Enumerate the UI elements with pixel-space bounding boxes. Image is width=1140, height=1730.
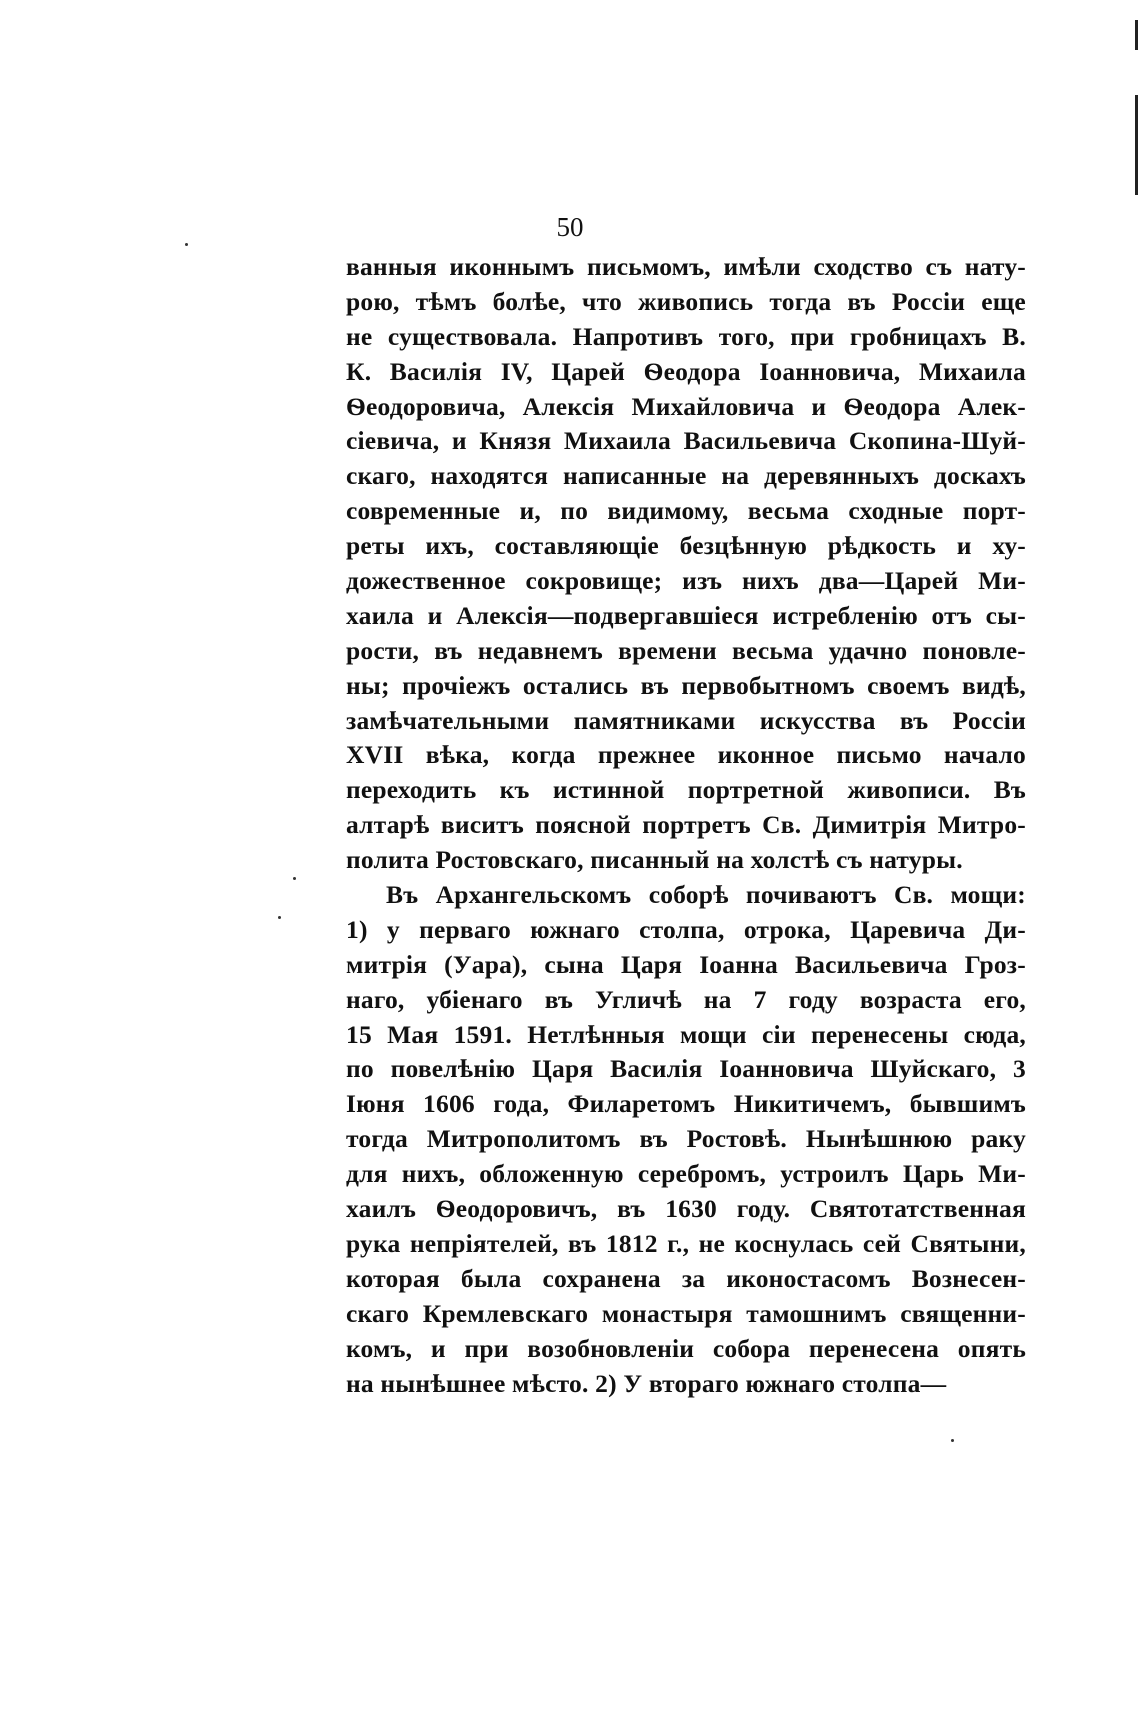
text-line: Ѳеодоровича, Алексія Михайловича и Ѳеодора Алек- [346, 391, 1026, 421]
scan-edge-mark [1135, 95, 1138, 195]
text-line: 1) у перваго южнаго столпа, отрока, Царевича Ди- [346, 914, 1026, 944]
text-line: наго, убіенаго въ Угличѣ на 7 году возраста его, [346, 984, 1026, 1014]
text-line: для нихъ, обложенную серебромъ, устроилъ Царь Ми- [346, 1159, 1026, 1189]
text-line: дожественное сокровище; изъ нихъ два—Царей Ми- [346, 566, 1026, 596]
text-line: Іюня 1606 года, Филаретомъ Никитичемъ, бывшимъ [346, 1089, 1026, 1119]
text-line: алтарѣ виситъ поясной портретъ Св. Димитрія Митро- [346, 810, 1026, 840]
text-line: замѣчательными памятниками искусства въ Россіи [346, 705, 1026, 735]
text-line: рости, въ недавнемъ времени весьма удачно поновле- [346, 635, 1026, 665]
text-line: которая была сохранена за иконостасомъ Вознесен- [346, 1263, 1026, 1293]
text-line: 15 Мая 1591. Нетлѣнныя мощи сіи перенесены сюда, [346, 1019, 1026, 1049]
text-line: тогда Митрополитомъ въ Ростовѣ. Нынѣшнюю раку [346, 1124, 1026, 1154]
text-line: ванныя иконнымъ письмомъ, имѣли сходство съ нату- [346, 252, 1026, 281]
text-line: современные и, по видимому, весьма сходные порт- [346, 496, 1026, 526]
scan-speck [185, 243, 188, 246]
text-line: хаилъ Ѳеодоровичъ, въ 1630 году. Святотатственная [346, 1194, 1026, 1224]
text-line: рою, тѣмъ болѣе, что живопись тогда въ Россіи еще [346, 286, 1026, 316]
text-line: митрія (Уара), сына Царя Іоанна Васильевича Гроз- [346, 949, 1026, 979]
text-line: скаго, находятся написанные на деревянныхъ доскахъ [346, 461, 1026, 491]
body-text [346, 250, 1026, 1401]
scan-speck [278, 916, 281, 919]
page-number: 50 [556, 212, 584, 242]
text-line: ны; прочіежъ остались въ первобытномъ своемъ видѣ, [346, 670, 1026, 700]
scan-edge-mark [1135, 20, 1138, 50]
text-line: на нынѣшнее мѣсто. 2) У втораго южнаго столпа— [346, 1368, 947, 1398]
scan-speck [293, 877, 296, 880]
text-line: XVII вѣка, когда прежнее иконное письмо начало [346, 740, 1026, 770]
text-line: полита Ростовскаго, писанный на холстѣ съ натуры. [346, 845, 963, 875]
text-line: сіевича, и Князя Михаила Васильевича Скопина-Шуй- [346, 426, 1026, 456]
text-line: К. Василія IV, Царей Ѳеодора Іоанновича, Михаила [346, 356, 1026, 386]
text-line: по повелѣнію Царя Василія Іоанновича Шуйскаго, 3 [346, 1054, 1026, 1084]
text-line: не существовала. Напротивъ того, при гробницахъ В. [346, 321, 1026, 351]
text-line: реты ихъ, составляющіе безцѣнную рѣдкость и ху- [346, 531, 1026, 561]
text-line: Въ Архангельскомъ соборѣ почиваютъ Св. мощи: [386, 880, 1026, 910]
text-line: рука непріятелей, въ 1812 г., не коснулась сей Святыни, [346, 1228, 1026, 1258]
text-line: комъ, и при возобновленіи собора перенесена опять [346, 1333, 1026, 1363]
text-line: хаила и Алексія—подвергавшіеся истребленію отъ сы- [346, 600, 1026, 630]
text-line: переходить къ истинной портретной живописи. Въ [346, 775, 1026, 805]
scan-speck [951, 1439, 954, 1442]
text-line: скаго Кремлевскаго монастыря тамошнимъ священни- [346, 1298, 1026, 1328]
